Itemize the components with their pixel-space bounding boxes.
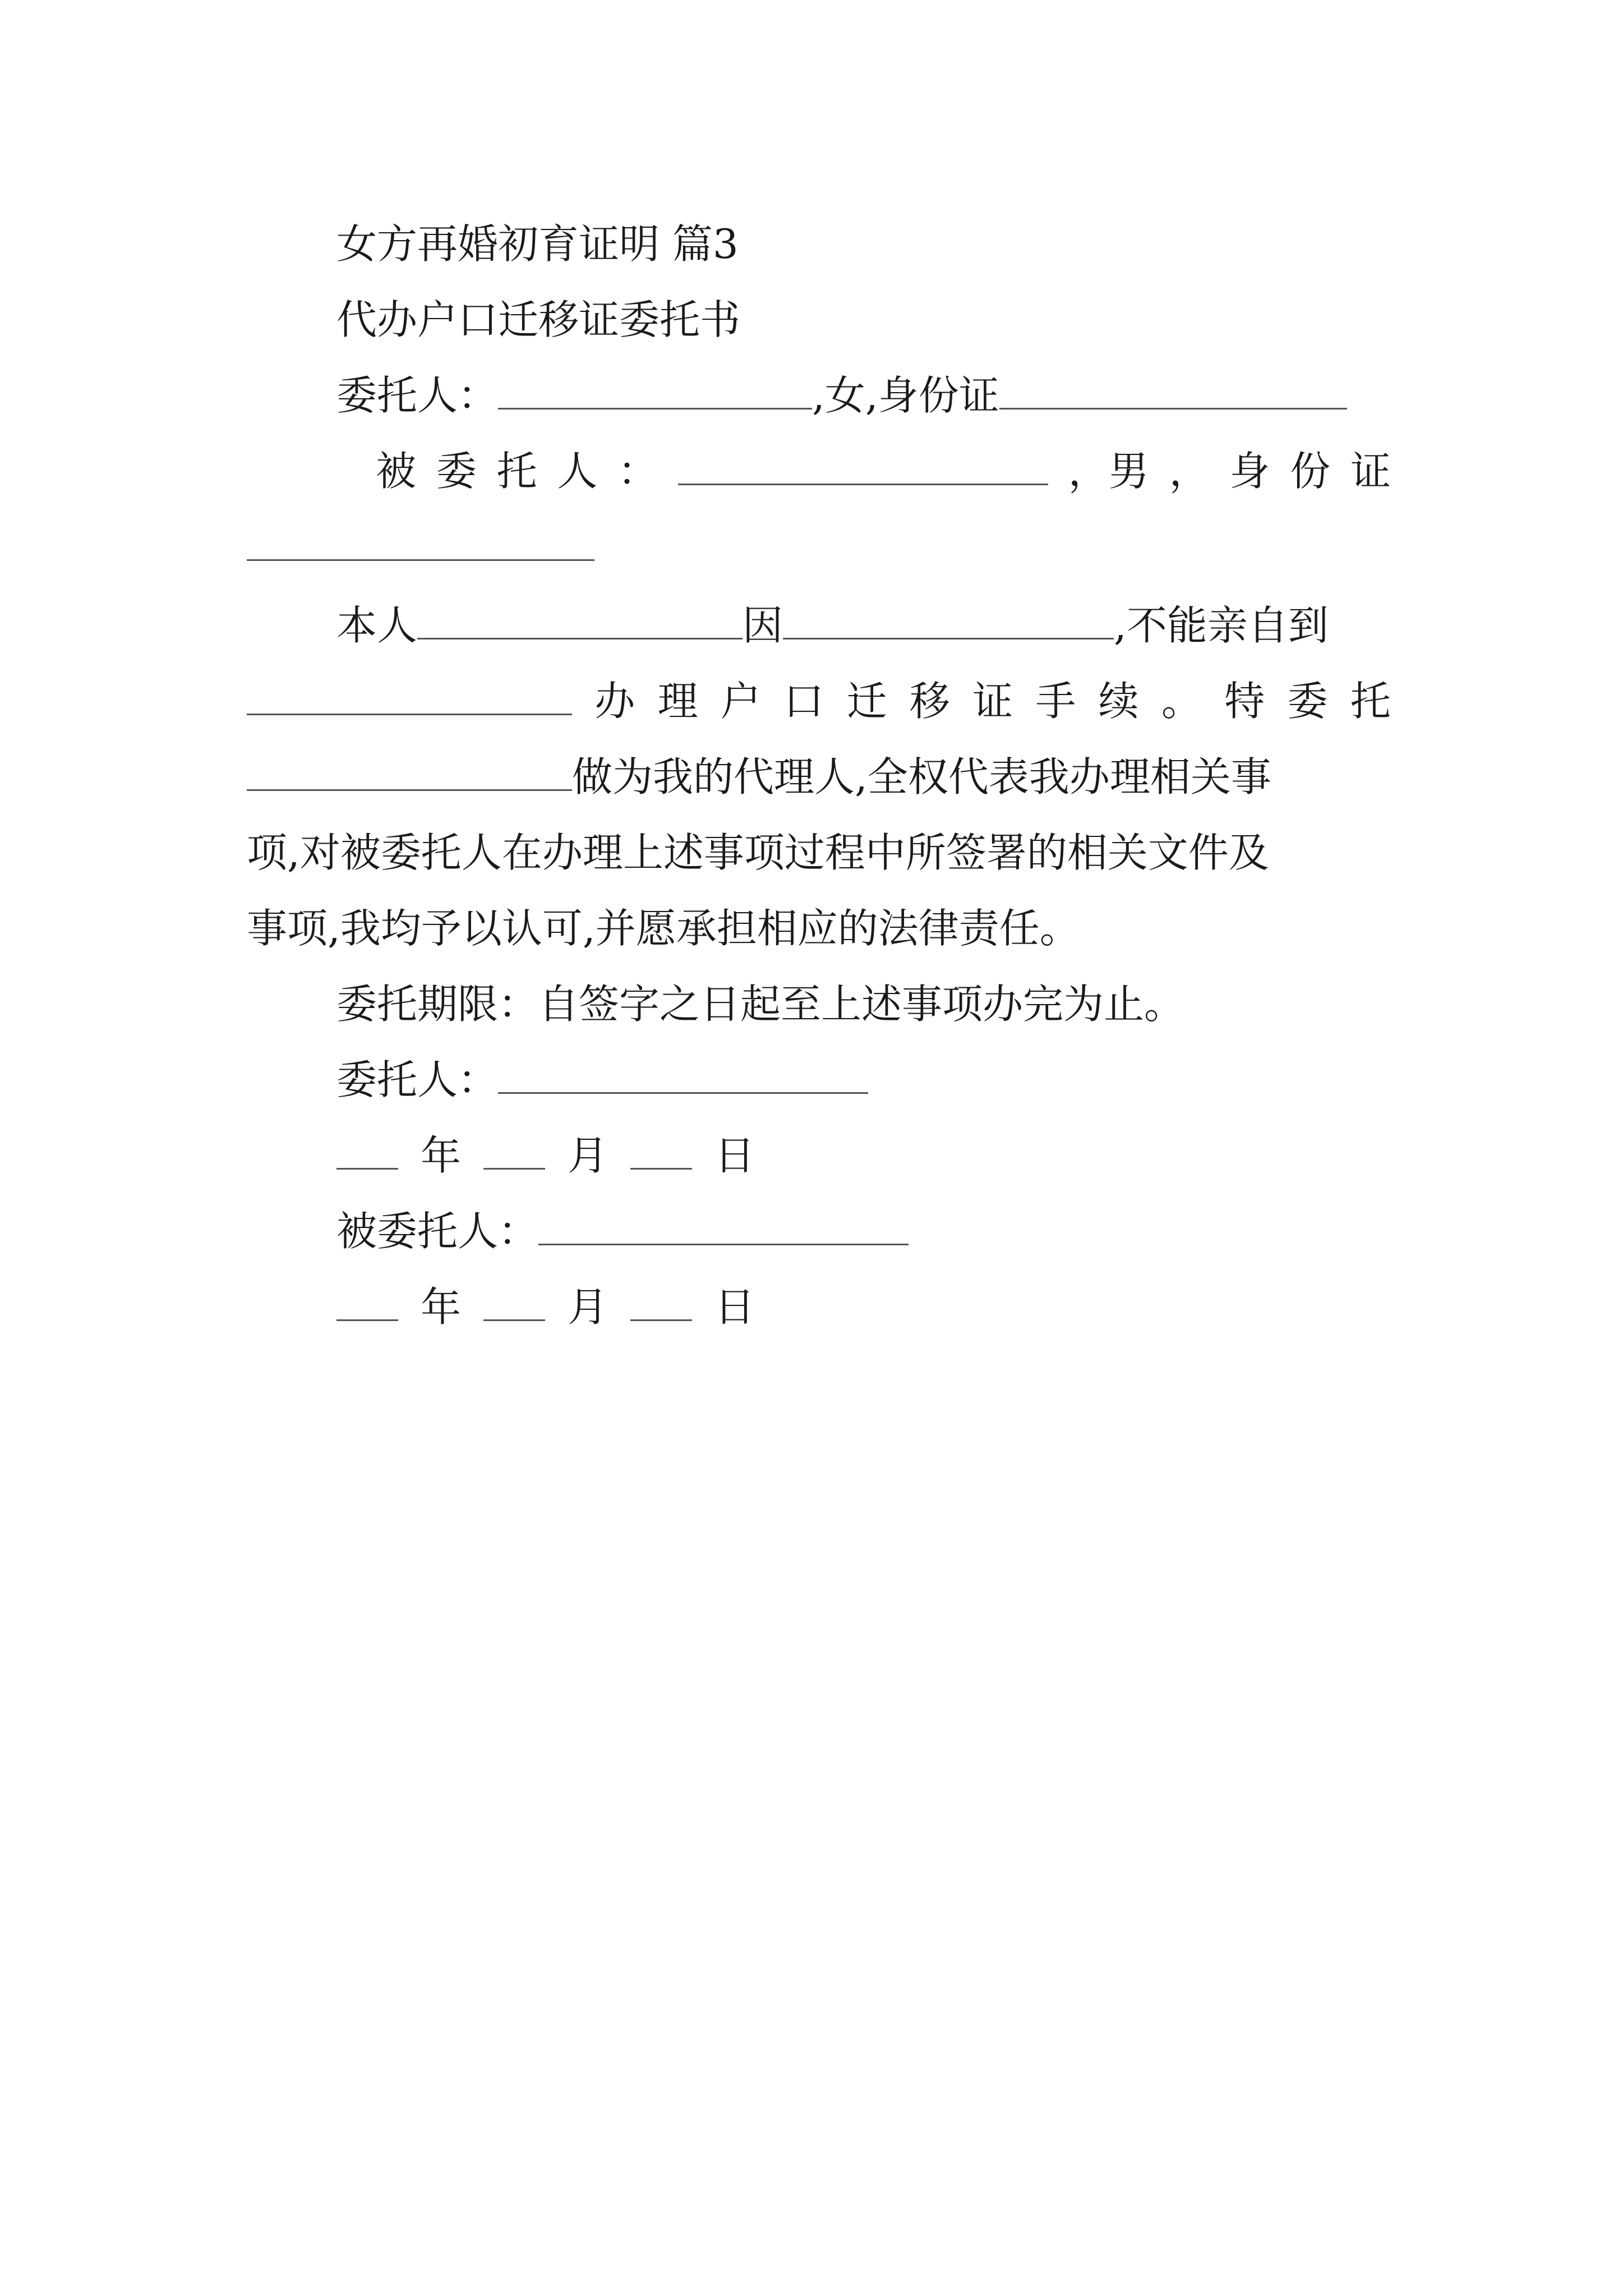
month-label: 月 (568, 1283, 608, 1331)
body-char: 续 (1098, 678, 1139, 725)
self-name-blank (417, 599, 743, 639)
agent-char: ， (1169, 448, 1210, 495)
year-label: 年 (421, 1283, 462, 1331)
body-char: 户 (720, 678, 761, 725)
month-blank (483, 1129, 545, 1170)
document-title: 代办户口迁移证委托书 (336, 296, 741, 343)
body-char: 口 (783, 678, 824, 725)
body-char: 办 (594, 678, 635, 725)
principal-label: 委托人： (336, 372, 499, 419)
day-blank (630, 1129, 692, 1170)
agent-char: 人 (557, 448, 598, 495)
agent-signature-label: 被委托人： (336, 1208, 539, 1255)
reason-blank (783, 599, 1114, 639)
body-line-5: 事项,我均予以认可,并愿承担相应的法律责任。 (247, 905, 1080, 952)
body-char: 委 (1287, 678, 1328, 725)
body-line-2 (247, 673, 1391, 729)
month-blank (483, 1280, 545, 1321)
principal-line (336, 367, 1347, 424)
body-char: 证 (972, 678, 1013, 725)
body-text: ,不能亲自到 (1114, 602, 1329, 649)
delegate-blank (247, 750, 572, 791)
agent-char: 委 (436, 448, 477, 495)
body-char: 托 (1350, 678, 1391, 725)
year-label: 年 (421, 1132, 462, 1179)
body-text: 本人 (336, 602, 418, 649)
body-char: 特 (1224, 678, 1265, 725)
day-label: 日 (714, 1132, 755, 1179)
agent-id-blank (247, 520, 594, 561)
body-text: 做为我的代理人,全权代表我办理相关事 (572, 753, 1271, 800)
body-char: 理 (657, 678, 698, 725)
principal-gender-id: ,女,身份证 (812, 372, 999, 419)
principal-id-blank (999, 369, 1347, 409)
body-line-1 (336, 597, 1329, 654)
agent-char: 份 (1290, 448, 1331, 495)
agent-char: 证 (1350, 448, 1391, 495)
agent-name-blank (678, 444, 1048, 485)
agent-signature-line (336, 1203, 909, 1259)
body-char: 手 (1035, 678, 1076, 725)
month-label: 月 (568, 1132, 608, 1179)
agent-char: 身 (1229, 448, 1270, 495)
document-heading: 女方再婚初育证明 篇3 (336, 220, 739, 268)
body-line-3 (247, 749, 1271, 805)
principal-date-line (336, 1128, 755, 1184)
principal-signature-line (336, 1052, 868, 1108)
body-text: 因 (743, 602, 783, 649)
agent-id-line (247, 519, 594, 575)
agent-signature-blank (538, 1204, 909, 1245)
body-char: 迁 (846, 678, 887, 725)
day-blank (630, 1280, 692, 1321)
agent-char: ： (617, 448, 658, 495)
agent-char: ，男 (1068, 448, 1149, 495)
term-line: 委托期限：自签字之日起至上述事项办完为止。 (336, 981, 1185, 1028)
principal-signature-blank (498, 1053, 868, 1094)
year-blank (336, 1129, 398, 1170)
body-char: 移 (909, 678, 950, 725)
agent-char: 被 (376, 448, 417, 495)
location-blank (247, 674, 572, 715)
year-blank (336, 1280, 398, 1321)
day-label: 日 (714, 1283, 755, 1331)
principal-name-blank (498, 369, 812, 409)
body-line-4: 项,对被委托人在办理上述事项过程中所签署的相关文件及 (247, 829, 1269, 876)
agent-char: 托 (496, 448, 537, 495)
principal-signature-label: 委托人： (336, 1056, 499, 1103)
agent-date-line (336, 1279, 755, 1335)
agent-line (376, 443, 1391, 499)
body-char: 。 (1161, 678, 1202, 725)
